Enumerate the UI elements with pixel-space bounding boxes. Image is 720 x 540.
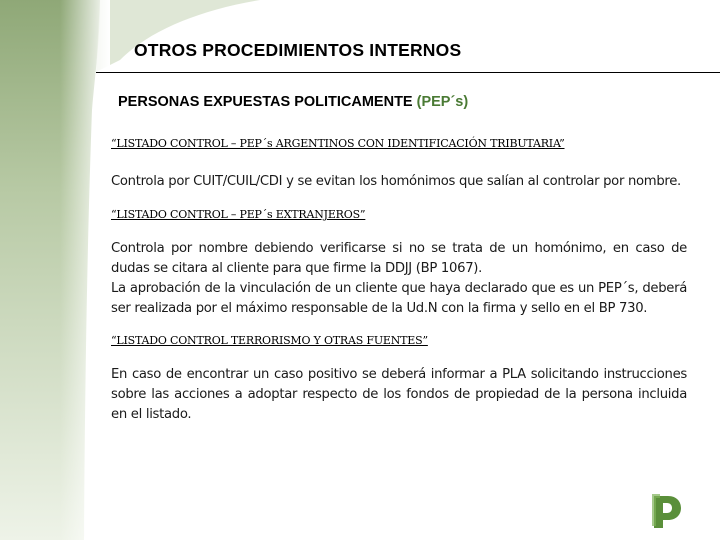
subheading-pep-extranjeros: “LISTADO CONTROL – PEP´s EXTRANJEROS” (111, 208, 366, 221)
paragraph-pep-extranjeros-2: La aprobación de la vinculación de un cliente que haya declarado que es un PEP´s, deberá ser realizada por el máximo responsable de la Ud.N con la firma y sello en el BP 730. (111, 281, 687, 316)
content-body (111, 137, 687, 425)
p-letter-logo-icon (650, 492, 684, 530)
subheading-terrorismo: “LISTADO CONTROL TERRORISMO Y OTRAS FUENTES” (111, 334, 428, 347)
paragraph-pep-argentinos: Controla por CUIT/CUIL/CDI y se evitan los homónimos que salían al controlar por nombre. (111, 174, 681, 189)
section-heading (118, 94, 468, 110)
section-heading-text: PERSONAS EXPUESTAS POLITICAMENTE (118, 94, 413, 110)
slide-title: OTROS PROCEDIMIENTOS INTERNOS (134, 40, 462, 60)
title-underline (96, 72, 720, 73)
paragraph-pep-extranjeros-1: Controla por nombre debiendo verificarse si no se trata de un homónimo, en caso de dudas se citara al cliente para que firme la DDJJ (BP 1067). (111, 241, 687, 276)
paragraph-terrorismo: En caso de encontrar un caso positivo se deberá informar a PLA solicitando instrucciones sobre las acciones a adoptar respecto de los fondos de propiedad de la persona incluida en el listado. (111, 367, 687, 422)
subheading-pep-argentinos: “LISTADO CONTROL – PEP´s ARGENTINOS CON IDENTIFICACIÓN TRIBUTARIA” (111, 137, 565, 150)
section-heading-accent: (PEP´s) (416, 94, 469, 110)
